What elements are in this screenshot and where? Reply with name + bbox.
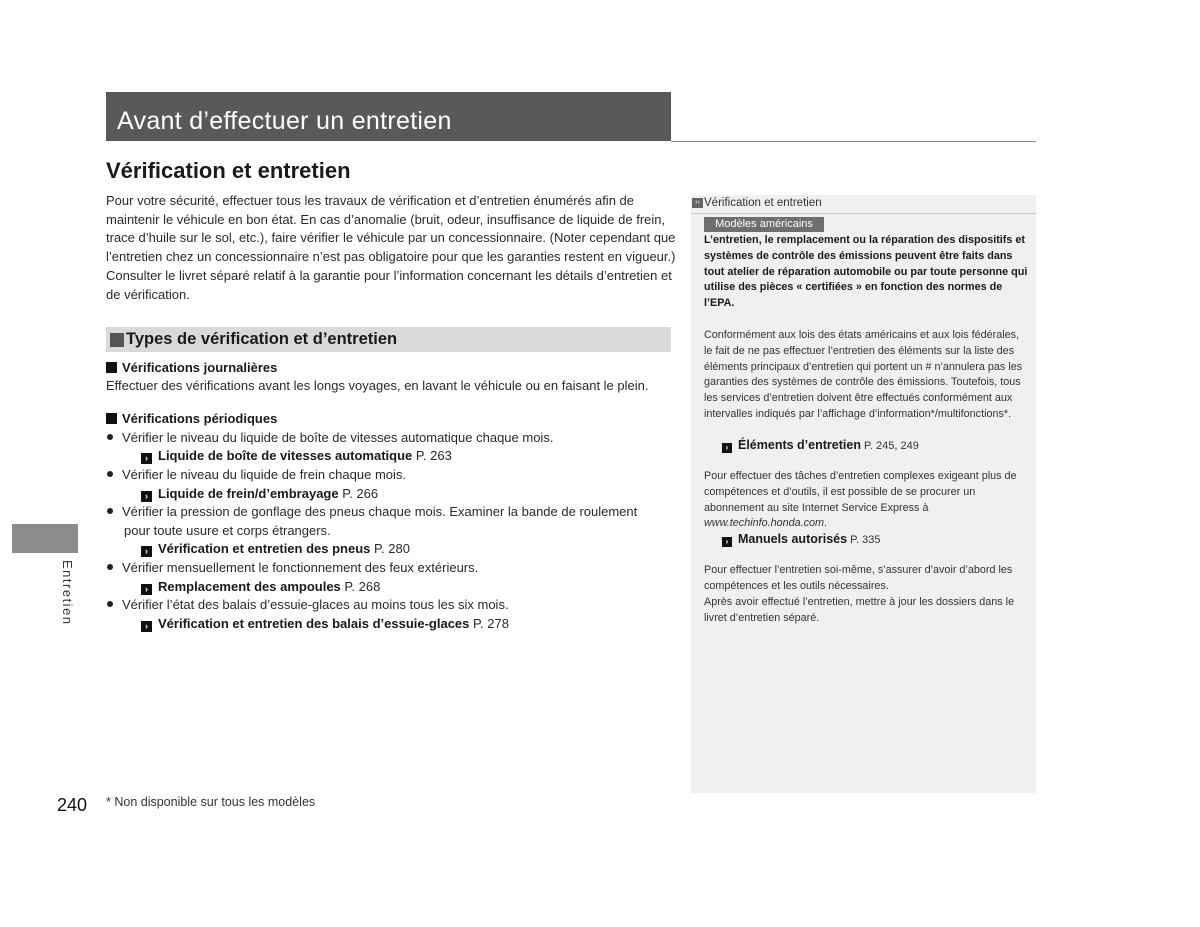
sidebar-paragraph: Après avoir effectué l’entretien, mettre à jour les dossiers dans le livret d’entretien séparé. (704, 596, 1015, 624)
bullet-icon (107, 508, 113, 514)
bullet-icon (107, 471, 113, 477)
sidebar-paragraph: Conformément aux lois des états américains et aux lois fédérales, le fait de ne pas effectuer l’entretien des éléments sur la liste des éléments principaux d’entretien qui portent un # n’annulera pas les garanties des systèmes de contrôle des émissions. Toutefois, tous les services d’entretien doivent être effectués conformément aux intervalles indiqués par l’affichage d’information*/multifonctions*. (704, 329, 1023, 420)
region-badge: Modèles américains (704, 217, 824, 232)
list-item-continuation: pour toute usure et corps étrangers. (124, 523, 331, 538)
sidebar-paragraph: Pour effectuer l’entretien soi-même, s’assurer d’avoir d’abord les compétences et les outils nécessaires. (704, 564, 1013, 592)
list-item: Vérifier l’état des balais d’essuie-glaces au moins tous les six mois. (107, 597, 509, 612)
subsection-title: Types de vérification et d’entretien (126, 330, 398, 348)
sidebar-bold-paragraph: L’entretien, le remplacement ou la réparation des dispositifs et systèmes de contrôle des émissions peuvent être faits dans tout atelier de réparation automobile ou par toute personne qui utilise des pièces « certifiées » en fonction des normes de l’EPA. (704, 234, 1028, 310)
subsection-heading (106, 327, 671, 352)
list-item: Vérifier la pression de gonflage des pneus chaque mois. Examiner la bande de roulement (107, 504, 637, 519)
cross-reference-link[interactable]: › Remplacement des ampoules P. 268 (141, 579, 380, 595)
square-bullet-icon (106, 362, 117, 373)
chapter-side-label: Entretien (60, 560, 75, 626)
daily-heading-text: Vérifications journalières (122, 360, 278, 375)
daily-heading (106, 360, 277, 375)
list-item: Vérifier mensuellement le fonctionnement des feux extérieurs. (107, 560, 478, 575)
bullet-icon (107, 564, 113, 570)
header-rule (671, 141, 1036, 142)
periodic-heading (106, 411, 277, 426)
sidebar-header-title: Vérification et entretien (704, 197, 822, 209)
chapter-banner (106, 92, 671, 141)
page-number: 240 (57, 795, 88, 815)
cross-reference-link[interactable]: › Vérification et entretien des pneus P. 280 (141, 541, 410, 557)
square-bullet-icon (106, 413, 117, 424)
intro-paragraph: Pour votre sécurité, effectuer tous les travaux de vérification et d’entretien énumérés afin de maintenir le véhicule en bon état. En cas d’anomalie (bruit, odeur, insuffisance de liquide de frein, trace d’huile sur le sol, etc.), faire vérifier le véhicule par un concessionnaire. (Noter cependant que l’entretien chez un concessionnaire n’est pas obligatoire pour que les garanties restent en vigueur.) Consulter le livret séparé relatif à la garantie pour l’information concernant les détails d’entretien et de vérification. (106, 193, 676, 302)
section-title: Vérification et entretien (106, 158, 351, 183)
cross-reference-link[interactable]: › Liquide de frein/d’embrayage P. 266 (141, 486, 378, 502)
bullet-icon (107, 434, 113, 440)
cross-reference-link[interactable]: › Manuels autorisés P. 335 (722, 532, 881, 547)
list-item: Vérifier le niveau du liquide de boîte de vitesses automatique chaque mois. (107, 430, 553, 445)
footnote: * Non disponible sur tous les modèles (106, 795, 316, 809)
sidebar-header (691, 195, 1036, 214)
square-bullet-icon (110, 333, 124, 347)
cross-reference-link[interactable]: › Vérification et entretien des balais d’essuie-glaces P. 278 (141, 616, 509, 632)
reference-arrow-icon: › (722, 537, 732, 547)
sidebar-notes (691, 195, 1036, 793)
chapter-side-tab[interactable] (12, 524, 78, 553)
reference-arrow-icon: › (141, 621, 152, 632)
reference-arrow-icon: › (141, 453, 152, 464)
chapter-title: Avant d’effectuer un entretien (117, 107, 452, 135)
bullet-icon (107, 601, 113, 607)
periodic-heading-text: Vérifications périodiques (122, 411, 278, 426)
cross-reference-link[interactable]: › Liquide de boîte de vitesses automatique P. 263 (141, 448, 452, 464)
reference-arrow-icon: › (141, 584, 152, 595)
reference-arrow-icon: › (141, 546, 152, 557)
website-link[interactable]: www.techinfo.honda.com (704, 517, 825, 530)
cross-reference-link[interactable]: › Éléments d’entretien P. 245, 249 (722, 438, 919, 453)
reference-arrow-icon: ›› (692, 198, 703, 208)
daily-text: Effectuer des vérifications avant les longs voyages, en lavant le véhicule ou en faisant le plein. (106, 378, 649, 393)
sidebar-paragraph: Pour effectuer des tâches d’entretien complexes exigeant plus de compétences et d’outils, il est possible de se procurer un abonnement au site Internet Service Express à www.techinfo.honda.com. (704, 470, 1017, 530)
list-item: Vérifier le niveau du liquide de frein chaque mois. (107, 467, 406, 482)
reference-arrow-icon: › (722, 443, 732, 453)
reference-arrow-icon: › (141, 491, 152, 502)
